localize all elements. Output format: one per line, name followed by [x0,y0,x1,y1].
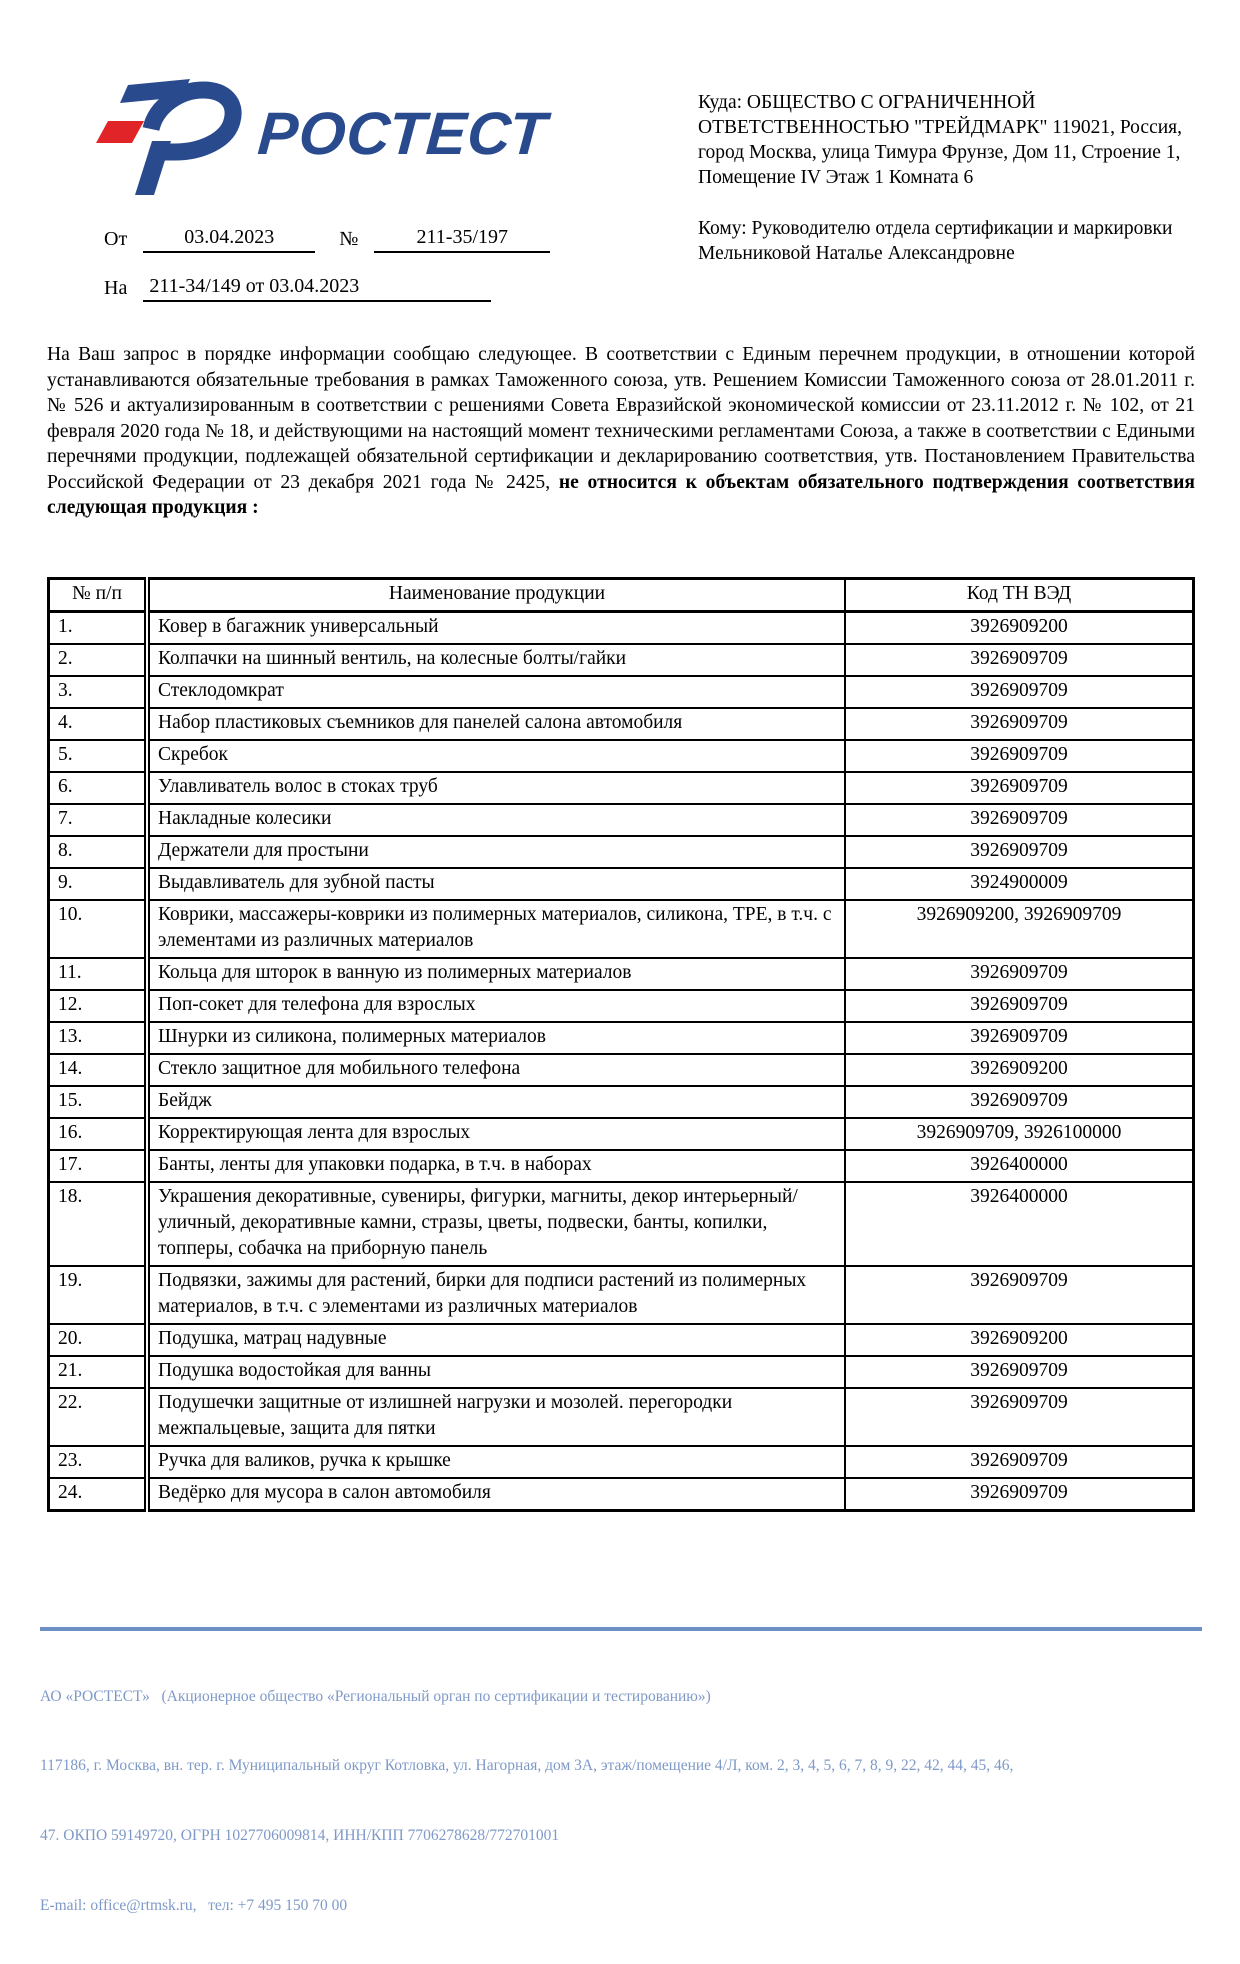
table-row [49,1054,1194,1086]
row-number: 9. [49,868,148,900]
outgoing-number-value: 211-35/197 [374,226,550,253]
tnved-code-cell: 3924900009 [845,868,1194,900]
tnved-code-cell: 3926909709 [845,740,1194,772]
table-header-row [49,578,1194,611]
table-row [49,836,1194,868]
tnved-code-cell: 3926909200 [845,1054,1194,1086]
product-name-cell: Бейдж [147,1086,845,1118]
letter-header-left [90,68,610,302]
table-row [49,1266,1194,1324]
tnved-code-cell: 3926909709 [845,1478,1194,1511]
recipient-attn-person: Мельниковой Наталье Александровне [698,243,1015,264]
letter-header [0,0,1240,302]
product-name-cell: Украшения декоративные, сувениры, фигурки, магниты, декор интерьерный/уличный, декоративные камни, стразы, цветы, подвески, банты, копилки, топперы, собачка на приборную панель [147,1182,845,1266]
footer-contacts-line: E-mail: office@rtmsk.ru, тел: +7 495 150 70 00 [40,1896,348,1914]
tnved-code-cell: 3926909709, 3926100000 [845,1118,1194,1150]
product-name-cell: Стекло защитное для мобильного телефона [147,1054,845,1086]
tnved-code-cell: 3926400000 [845,1182,1194,1266]
tnved-code-cell: 3926400000 [845,1150,1194,1182]
product-name-cell: Подушечки защитные от излишней нагрузки и мозолей. перегородки межпальцевые, защита для пятки [147,1388,845,1446]
product-name-cell: Ковер в багажник универсальный [147,611,845,644]
from-date-value: 03.04.2023 [143,226,315,253]
row-number: 14. [49,1054,148,1086]
row-number: 11. [49,958,148,990]
table-row [49,958,1194,990]
from-label: От [104,228,128,250]
paragraph-regular-text: На Ваш запрос в порядке информации сообщаю следующее. В соответствии с Единым перечнем продукции, в отношении которой устанавливаются обязательные требования в рамках Таможенного союза, утв. Решением Комиссии Таможенного союза от 28.01.2011 г. № 526 и актуализированным в соответствии с решениями Совета Евразийской экономической комиссии от 23.11.2012 г. № 102, от 21 февраля 2020 года № 18, и действующими на настоящий момент техническими регламентами Союза, а также в соответствии с Едиными перечнями продукции, подлежащей обязательной сертификации и декларированию соответствия, утв. Постановлением Правительства Российской Федерации от 23 декабря 2021 года № 2425, [47,344,1195,493]
product-name-cell: Ведёрко для мусора в салон автомобиля [147,1478,845,1511]
tnved-code-cell: 3926909709 [845,804,1194,836]
rostest-logo [90,68,610,200]
product-name-cell: Корректирующая лента для взрослых [147,1118,845,1150]
tnved-code-cell: 3926909709 [845,676,1194,708]
row-number: 24. [49,1478,148,1511]
row-number: 22. [49,1388,148,1446]
tnved-code-cell: 3926909200, 3926909709 [845,900,1194,958]
row-number: 6. [49,772,148,804]
product-name-cell: Держатели для простыни [147,836,845,868]
reply-label: На [104,277,128,299]
row-number: 20. [49,1324,148,1356]
header-cell-product: Наименование продукции [147,578,845,611]
product-name-cell: Ручка для валиков, ручка к крышке [147,1446,845,1478]
product-name-cell: Банты, ленты для упаковки подарка, в т.ч. в наборах [147,1150,845,1182]
table-row [49,804,1194,836]
reference-block [104,226,610,302]
header-cell-number: № п/п [49,578,148,611]
product-name-cell: Подушка, матрац надувные [147,1324,845,1356]
table-row [49,1118,1194,1150]
product-name-cell: Колпачки на шинный вентиль, на колесные болты/гайки [147,644,845,676]
tnved-code-cell: 3926909709 [845,836,1194,868]
tnved-code-cell: 3926909709 [845,990,1194,1022]
rostest-logo-mark [90,71,248,197]
tnved-code-cell: 3926909709 [845,644,1194,676]
product-name-cell: Коврики, массажеры-коврики из полимерных материалов, силикона, ТРЕ, в т.ч. с элементами из различных материалов [147,900,845,958]
table-row [49,611,1194,644]
table-row [49,900,1194,958]
row-number: 21. [49,1356,148,1388]
row-number: 10. [49,900,148,958]
row-number: 18. [49,1182,148,1266]
row-number: 15. [49,1086,148,1118]
logo-red-dash-icon [96,121,144,143]
table-row [49,740,1194,772]
table-row [49,868,1194,900]
row-number: 2. [49,644,148,676]
row-number: 7. [49,804,148,836]
row-number: 5. [49,740,148,772]
footer-address-line: 117186, г. Москва, вн. тер. г. Муниципальный округ Котловка, ул. Нагорная, дом 3А, этаж/помещение 4/Л, ком. 2, 3, 4, 5, 6, 7, 8, 9, 22, 42, 44, 45, 46, [40,1757,1014,1775]
product-name-cell: Кольца для шторок в ванную из полимерных материалов [147,958,845,990]
table-row [49,1086,1194,1118]
row-number: 3. [49,676,148,708]
footer-company-line: АО «РОСТЕСТ» (Акционерное общество «Региональный орган по сертификации и тестированию») [40,1687,711,1705]
product-name-cell: Выдавливатель для зубной пасты [147,868,845,900]
row-number: 4. [49,708,148,740]
product-table [47,577,1195,1512]
table-row [49,1356,1194,1388]
product-table-header [49,578,1194,611]
paragraph-bold-text: не относится к объектам обязательного подтверждения соответствия следующая продукция : [47,471,1195,518]
row-number: 23. [49,1446,148,1478]
product-name-cell: Подвязки, зажимы для растений, бирки для подписи растений из полимерных материалов, в т.ч. с элементами из различных материалов [147,1266,845,1324]
product-name-cell: Накладные колесики [147,804,845,836]
product-name-cell: Стеклодомкрат [147,676,845,708]
table-row [49,644,1194,676]
recipient-attention [698,216,1192,266]
table-row [49,1150,1194,1182]
product-name-cell: Улавливатель волос в стоках труб [147,772,845,804]
table-row [49,772,1194,804]
letter-body-paragraph [47,342,1195,521]
table-row [49,708,1194,740]
row-number: 17. [49,1150,148,1182]
product-table-body [49,611,1194,1510]
product-name-cell: Шнурки из силикона, полимерных материалов [147,1022,845,1054]
rostest-logo-text: РОСТЕСТ [255,100,550,167]
tnved-code-cell: 3926909709 [845,1266,1194,1324]
table-row [49,1182,1194,1266]
row-number: 16. [49,1118,148,1150]
tnved-code-cell: 3926909709 [845,1446,1194,1478]
footer-registry-line: 47. ОКПО 59149720, ОГРН 1027706009814, ИНН/КПП 7706278628/772701001 [40,1827,560,1844]
row-number: 13. [49,1022,148,1054]
tnved-code-cell: 3926909709 [845,958,1194,990]
recipient-block [698,68,1192,302]
product-name-cell: Подушка водостойкая для ванны [147,1356,845,1388]
row-number: 12. [49,990,148,1022]
outgoing-ref-row [104,226,610,253]
tnved-code-cell: 3926909709 [845,1022,1194,1054]
tnved-code-cell: 3926909709 [845,1086,1194,1118]
reply-ref-row [104,275,610,302]
table-row [49,1324,1194,1356]
tnved-code-cell: 3926909709 [845,1388,1194,1446]
table-row [49,1022,1194,1054]
tnved-code-cell: 3926909709 [845,772,1194,804]
tnved-code-cell: 3926909709 [845,708,1194,740]
recipient-attn-role: Кому: Руководителю отдела сертификации и маркировки [698,218,1173,239]
table-row [49,1388,1194,1446]
product-name-cell: Поп-сокет для телефона для взрослых [147,990,845,1022]
tnved-code-cell: 3926909200 [845,611,1194,644]
tnved-code-cell: 3926909709 [845,1356,1194,1388]
number-label: № [339,228,359,250]
table-row [49,676,1194,708]
letter-footer [40,1627,1202,1964]
table-row [49,990,1194,1022]
row-number: 1. [49,611,148,644]
recipient-address: Куда: ОБЩЕСТВО С ОГРАНИЧЕННОЙ ОТВЕТСТВЕННОСТЬЮ "ТРЕЙДМАРК" 119021, Россия, город Москва, улица Тимура Фрунзе, Дом 11, Строение 1, Помещение IV Этаж 1 Комната 6 [698,92,1183,188]
row-number: 19. [49,1266,148,1324]
table-row [49,1478,1194,1511]
reply-reference-value: 211-34/149 от 03.04.2023 [143,275,491,302]
header-cell-tnved: Код ТН ВЭД [845,578,1194,611]
product-name-cell: Набор пластиковых съемников для панелей салона автомобиля [147,708,845,740]
product-name-cell: Скребок [147,740,845,772]
row-number: 8. [49,836,148,868]
table-row [49,1446,1194,1478]
tnved-code-cell: 3926909200 [845,1324,1194,1356]
